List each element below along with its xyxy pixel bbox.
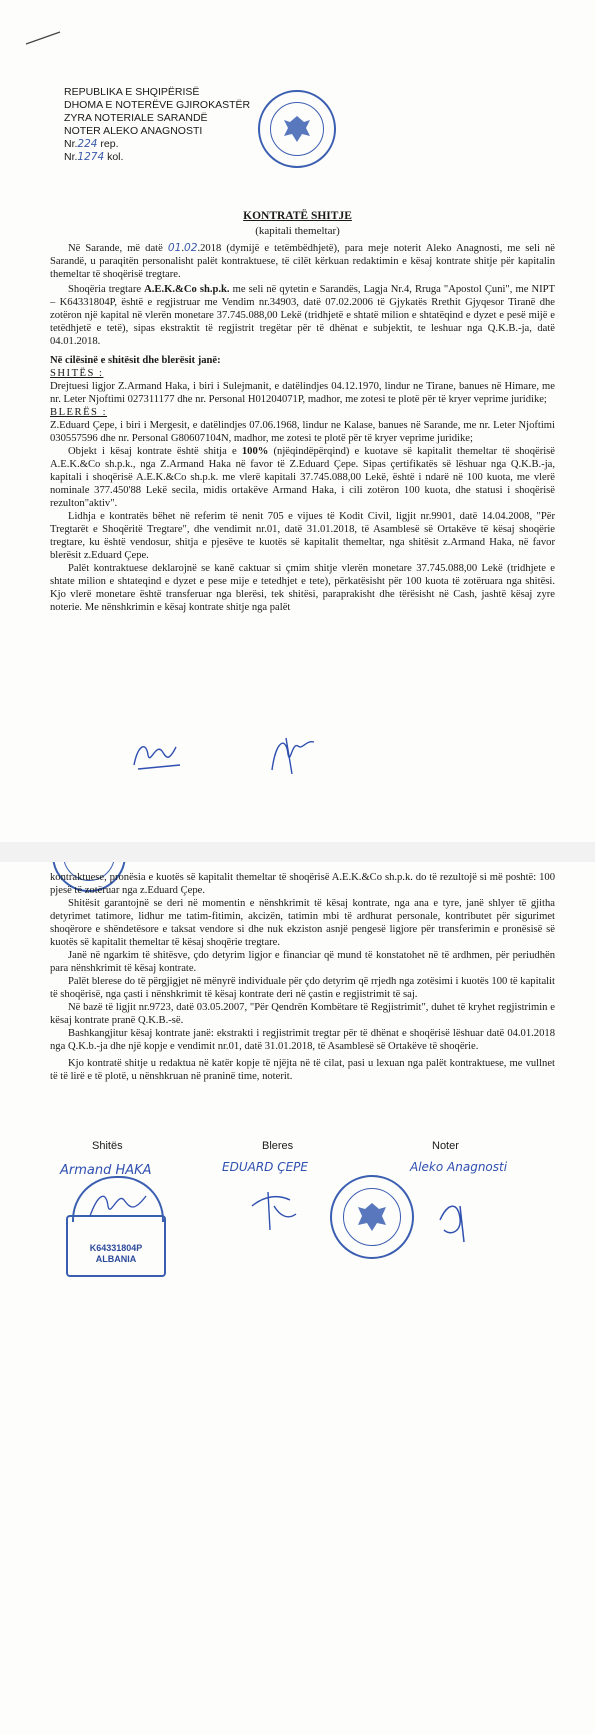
buyer-initials-signature xyxy=(262,730,322,778)
notary-signature xyxy=(430,1196,490,1246)
buyer-handwritten-name: EDUARD ÇEPE xyxy=(222,1160,308,1174)
buyer-label: BLERËS : xyxy=(50,407,108,418)
object-paragraph: Objekt i kësaj kontrate është shitja e 100% (njëqindëpërqind) e kuotave së kapitalit themeltar të shoqërisë A.E.K.&Co sh.p.k., nga Z.Armand Haka në favor të Z.Eduard Çepe. Sipas çertifikatës së lëshuar nga Q.K.B.-ja, kapitali i shoqërisë A.E.K.&Co sh.p.k. me vlerë kapitali 37.745.088,00 Lekë, është i ndarë në 100 kuota, me vlerë nominale 377.450'88 Lekë secila, midis ortakëve Armand Haka, i cili zotëron 100 kuota, dhe statusi i shoqërisë rezulton"aktiv". xyxy=(50,446,555,509)
page-separator xyxy=(0,842,595,862)
contract-body-page-2 xyxy=(50,871,555,1083)
kol-number: 1274 xyxy=(77,151,105,163)
company-stamp-country: ALBANIA xyxy=(95,1254,137,1264)
buyer-liability-paragraph: Palët blerese do të përgjigjet në mënyrë individuale për çdo detyrim që rrjedh nga zotësimi i kuotës 100 të kapitalit të shoqërisë, nga çasti i nënshkrimit të kësaj kontrate deri në çastin e regjistrimit të saj. xyxy=(50,976,555,1000)
notary-seal-stamp xyxy=(258,90,336,168)
opening-paragraph: Në Sarande, më datë 01.02.2018 (dymijë e tetëmbëdhjetë), para meje noterit Aleko Anagnosti, me seli në Sarandë, u paraqitën personalisht palët kontraktuese, të cilët kërkuan redaktimin e kësaj kontrate shitje për kapitalin themeltar të shoqërisë tregtare. xyxy=(50,242,555,280)
buyer-signature xyxy=(244,1186,304,1236)
header-line: NOTER ALEKO ANAGNOSTI xyxy=(64,125,203,137)
company-paragraph: Shoqëria tregtare A.E.K.&Co sh.p.k. me seli në qytetin e Sarandës, Lagja Nr.4, Rruga "Apostol Çuni", me NIPT – K64331804P, është e regjistruar me Vendim nr.34903, datë 07.02.2006 të Gjykatës Rrethit Gjyqesor Tiranë dhe zotëron një kapital në vlerën monetare 37.745.088,00 Lekë (tridhjetë e shtatë milion e shtatëqind e dyzet e pesë mijë e tetëdhjetë e tetë), sipas ekstraktit të regjistrit tregëtar për të dhënat e subjektit, te leshuar nga Q.K.B.-ja, datë 04.01.2018. xyxy=(50,284,555,347)
price-paragraph: Palët kontraktuese deklarojnë se kanë caktuar si çmim shitje vlerën monetare 37.745.088,00 Lekë (tridhjete e shtate milion e shtateqind e dyzet e pese mije e tetedhjet e tete), përkatësisht për 100 kuota të zotëruara nga shitësi. Kjo vlerë monetare është transferuar nga blerësi, tek shitësi, paraprakisht dhe tërësisht në Cash, jashtë kësaj zyre noterie. Me nënshkrimin e kësaj kontrate shitje nga palët xyxy=(50,563,555,613)
kol-number-line: Nr.1274 kol. xyxy=(64,151,124,163)
seller-liability-paragraph: Janë në ngarkim të shitësve, çdo detyrim ligjor e financiar që mund të konstatohet në të ardhmen, për periudhën para nënshkrimit të kësaj kontrate. xyxy=(50,950,555,974)
tax-guarantee-paragraph: Shitësit garantojnë se deri në momentin e nënshkrimit të kësaj kontrate, nga ana e tyre, janë shlyer të gjitha detyrimet tatimore, lidhur me tatim-fitimin, akcizën, tatimin mbi të ardhurat personale, kontributet për sigurimet shoqërore e shëndetësore e taksat vendore si dhe nuk ekziston asnjë pengesë ligjore për transferimin e pronësisë së kuotës së kapitalit themeltar të kësaj shoqërie tregtare. xyxy=(50,898,555,948)
document-subtitle: (kapitali themeltar) xyxy=(255,225,340,237)
seller-signature xyxy=(84,1186,154,1226)
legal-basis-paragraph: Lidhja e kontratës bëhet në referim të nenit 705 e vijues të Kodit Civil, ligjit nr.9901, datë 14.04.2008, "Për Tregtarët e Shoqëritë Tregtare", dhe vendimit nr.01, datë 31.01.2018, të Asamblesë së Ortakëve të kësaj shoqërie tregtare, ku është vendosur, shitja e pjesëve te kuotës së kapitalit themeltar, nga shitësit z.Armand Haka, në favor blerësit z.Eduard Çepe. xyxy=(50,511,555,561)
notary-signature-heading: Noter xyxy=(432,1140,459,1152)
seller-handwritten-name: Armand HAKA xyxy=(60,1163,152,1178)
handwritten-month: 02 xyxy=(184,242,198,254)
document-title: KONTRATË SHITJE xyxy=(243,210,352,222)
buyer-signature-heading: Bleres xyxy=(262,1140,294,1152)
seller-initials-signature xyxy=(128,735,188,775)
eagle-emblem-icon xyxy=(260,92,334,166)
document-page-1 xyxy=(0,0,595,842)
pen-mark-decoration xyxy=(24,28,64,48)
closing-paragraph: Kjo kontratë shitje u redaktua në katër kopje të njëjta në të cilat, pasi u lexuan nga palët kontraktuese, me vullnet të të lirë e të plotë, u nënshkruan në praninë time, noterit. xyxy=(50,1058,555,1082)
notary-handwritten-name: Aleko Anagnosti xyxy=(410,1160,508,1174)
attachments-paragraph: Bashkangjitur kësaj kontrate janë: ekstrakti i regjistrimit tregtar për të dhënat e shoqërisë lëshuar datë 04.01.2018 nga Q.K.b.-ja dhe një kopje e vendimit nr.01, datë 31.01.2018, të Asamblesë së Ortakëve të shoqërie. xyxy=(50,1028,555,1052)
rep-number-line: Nr.224 rep. xyxy=(64,138,119,150)
handwritten-day: 01 xyxy=(167,242,182,254)
ownership-paragraph: kontraktuese, pronësia e kuotës së kapitalit themeltar të shoqërisë A.E.K.&Co sh.p.k. do të rezultojë si më poshtë: 100 pjesë të zotëruar nga z.Eduard Çepe. xyxy=(50,872,555,896)
header-line: REPUBLIKA E SHQIPËRISË xyxy=(64,86,200,98)
contract-body-page-1 xyxy=(50,242,555,614)
seller-paragraph: Drejtuesi ligjor Z.Armand Haka, i biri i Sulejmanit, e datëlindjes 04.12.1970, lindur ne Tirane, banues në Himare, me nr. Leter Njoftimi 027311177 dhe nr. Personal H01204071P, madhor, me zotesi te plotë për të kryer veprime juridike; xyxy=(50,381,555,405)
buyer-paragraph: Z.Eduard Çepe, i biri i Mergesit, e datëlindjes 07.06.1968, lindur ne Kalase, banues në Sarande, me nr. Leter Njoftimi 030557596 dhe nr. Personal G80607104N, madhor, me zotesi te plotë për të kryer veprime juridike; xyxy=(50,420,555,444)
seller-signature-heading: Shitës xyxy=(92,1140,123,1152)
rep-number: 224 xyxy=(77,138,98,150)
header-line: DHOMA E NOTERËVE GJIROKASTËR xyxy=(64,99,251,111)
header-line: ZYRA NOTERIALE SARANDË xyxy=(64,112,208,124)
seller-label: SHITËS : xyxy=(50,368,104,379)
notary-seal-stamp-bottom xyxy=(330,1175,414,1259)
registration-paragraph: Në bazë të ligjit nr.9723, datë 03.05.2007, "Për Qendrën Kombëtare të Regjistrimit", duhet të kryhet regjistrimin e kësaj kontrate pranë Q.K.B.-së. xyxy=(50,1002,555,1026)
company-stamp-nipt: K64331804P xyxy=(89,1243,143,1253)
parties-heading: Në cilësinë e shitësit dhe blerësit janë: xyxy=(50,355,221,366)
notary-header xyxy=(64,86,250,164)
eagle-emblem-icon xyxy=(332,1177,412,1257)
